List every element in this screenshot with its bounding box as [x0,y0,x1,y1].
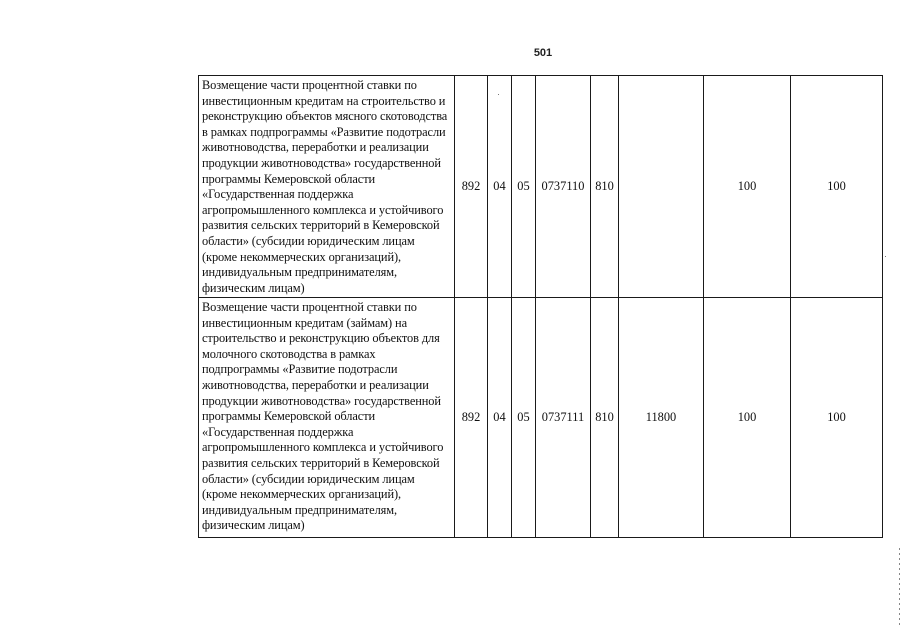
subsection-code: 05 [512,298,536,538]
subsection-code: 05 [512,76,536,298]
expense-type-code: 810 [591,298,619,538]
amount-1: 11800 [619,298,704,538]
amount-1 [619,76,704,298]
ministry-code: 892 [455,298,488,538]
table-row [199,76,883,298]
amount-3: 100 [791,76,883,298]
section-code: 04 [488,298,512,538]
scan-speck [885,256,886,257]
amount-2: 100 [704,76,791,298]
ministry-code: 892 [455,76,488,298]
row-description: Возмещение части процентной ставки по инвестиционным кредитам (займам) на строительство и реконструкцию объектов для молочного скотоводства в рамках подпрограммы «Развитие подотрасли животноводства, переработки и реализации продукции животноводства» государственной программы Кемеровской области «Государственная поддержка агропромышленного комплекса и устойчивого развития сельских территорий в Кемеровской области» (субсидии юридическим лицам (кроме некоммерческих организаций), индивидуальным предпринимателям, физическим лицам) [199,298,455,538]
budget-table [198,75,883,538]
target-article-code: 0737111 [536,298,591,538]
page-number: 501 [533,47,553,59]
target-article-code: 0737110 [536,76,591,298]
amount-3: 100 [791,298,883,538]
scan-edge-mark [899,548,900,628]
scan-speck [498,94,499,95]
expense-type-code: 810 [591,76,619,298]
row-description: Возмещение части процентной ставки по инвестиционным кредитам на строительство и реконструкцию объектов мясного скотоводства в рамках подпрограммы «Развитие подотрасли животноводства, переработки и реализации продукции животноводства» государственной программы Кемеровской области «Государственная поддержка агропромышленного комплекса и устойчивого развития сельских территорий в Кемеровской области» (субсидии юридическим лицам (кроме некоммерческих организаций), индивидуальным предпринимателям, физическим лицам) [199,76,455,298]
section-code: 04 [488,76,512,298]
amount-2: 100 [704,298,791,538]
table-row [199,298,883,538]
